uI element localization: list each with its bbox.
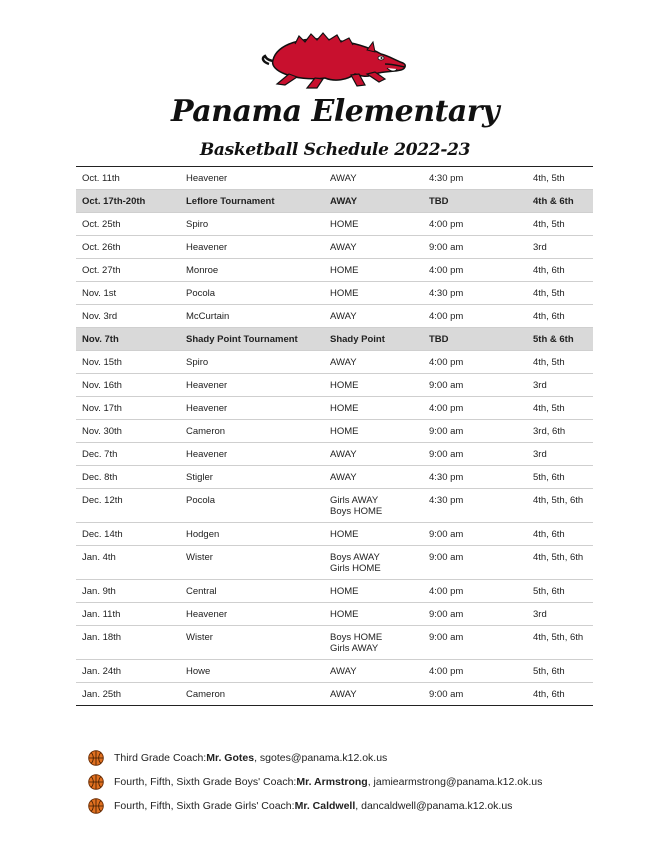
cell-location: HOME bbox=[324, 420, 423, 443]
coach-item bbox=[88, 746, 542, 770]
table-row bbox=[76, 580, 593, 603]
cell-grades: 4th, 5th bbox=[527, 282, 593, 305]
coach-email: , dancaldwell@panama.k12.ok.us bbox=[355, 800, 513, 812]
cell-location: AWAY bbox=[330, 689, 357, 700]
table-row bbox=[76, 259, 593, 282]
cell-location: HOME bbox=[324, 580, 423, 603]
cell-opponent: Spiro bbox=[180, 351, 324, 374]
table-row bbox=[76, 546, 593, 580]
cell-date: Jan. 24th bbox=[76, 660, 180, 683]
cell-grades: 5th, 6th bbox=[527, 580, 593, 603]
cell-date: Jan. 11th bbox=[76, 603, 180, 626]
cell-opponent: Heavener bbox=[180, 167, 324, 190]
cell-grades: 4th, 6th bbox=[527, 305, 593, 328]
table-row bbox=[76, 523, 593, 546]
cell-location: AWAY bbox=[324, 351, 423, 374]
cell-grades: 3rd bbox=[527, 236, 593, 259]
table-row bbox=[76, 305, 593, 328]
cell-date: Nov. 17th bbox=[76, 397, 180, 420]
table-row bbox=[76, 420, 593, 443]
table-row bbox=[76, 489, 593, 523]
cell-opponent: Heavener bbox=[180, 397, 324, 420]
cell-opponent: Heavener bbox=[180, 236, 324, 259]
cell-location: AWAY bbox=[324, 660, 423, 683]
cell-time: 4:00 pm bbox=[423, 660, 527, 683]
cell-location: HOME bbox=[324, 213, 423, 236]
cell-location: AWAY bbox=[324, 236, 423, 259]
cell-time: TBD bbox=[423, 190, 527, 213]
cell-grades: 4th, 6th bbox=[533, 689, 565, 700]
cell-time: 4:00 pm bbox=[423, 305, 527, 328]
coach-name: Mr. Armstrong bbox=[296, 776, 368, 788]
cell-grades: 4th, 6th bbox=[527, 523, 593, 546]
cell-opponent: Heavener bbox=[180, 603, 324, 626]
cell-date: Jan. 25th bbox=[82, 689, 122, 700]
table-row-tournament bbox=[76, 190, 593, 213]
coach-role: Fourth, Fifth, Sixth Grade Girls' Coach: bbox=[114, 800, 295, 812]
cell-time: 4:00 pm bbox=[423, 397, 527, 420]
cell-grades: 5th, 6th bbox=[527, 466, 593, 489]
cell-date: Jan. 18th bbox=[76, 626, 180, 660]
cell-time: 4:00 pm bbox=[423, 213, 527, 236]
cell-grades: 5th & 6th bbox=[527, 328, 593, 351]
basketball-icon bbox=[88, 774, 104, 790]
coach-role: Third Grade Coach: bbox=[114, 752, 207, 764]
cell-grades: 5th, 6th bbox=[527, 660, 593, 683]
coach-email: , jamiearmstrong@panama.k12.ok.us bbox=[367, 776, 543, 788]
cell-time: 4:30 pm bbox=[423, 167, 527, 190]
cell-date: Nov. 7th bbox=[76, 328, 180, 351]
coach-name: Mr. Caldwell bbox=[294, 800, 356, 812]
cell-time: 9:00 am bbox=[423, 374, 527, 397]
cell-date: Jan. 9th bbox=[76, 580, 180, 603]
cell-location: AWAY bbox=[324, 305, 423, 328]
cell-time: 9:00 am bbox=[423, 523, 527, 546]
cell-date: Dec. 8th bbox=[76, 466, 180, 489]
cell-location: Boys AWAY Girls HOME bbox=[324, 546, 423, 580]
cell-location: HOME bbox=[324, 259, 423, 282]
cell-grades: 4th, 6th bbox=[527, 259, 593, 282]
cell-location: HOME bbox=[324, 603, 423, 626]
cell-opponent: Heavener bbox=[180, 374, 324, 397]
cell-opponent: Monroe bbox=[180, 259, 324, 282]
cell-date: Nov. 15th bbox=[76, 351, 180, 374]
cell-date: Oct. 27th bbox=[76, 259, 180, 282]
cell-date: Jan. 4th bbox=[76, 546, 180, 580]
cell-location: Boys HOME Girls AWAY bbox=[324, 626, 423, 660]
cell-opponent: Heavener bbox=[180, 443, 324, 466]
cell-opponent: Howe bbox=[180, 660, 324, 683]
cell-grades: 3rd, 6th bbox=[527, 420, 593, 443]
cell-grades: 4th, 5th, 6th bbox=[527, 489, 593, 523]
cell-location: HOME bbox=[324, 397, 423, 420]
table-row bbox=[76, 466, 593, 489]
cell-opponent: Leflore Tournament bbox=[180, 190, 324, 213]
cell-opponent: Spiro bbox=[180, 213, 324, 236]
cell-opponent: Wister bbox=[180, 546, 324, 580]
cell-date: Oct. 25th bbox=[76, 213, 180, 236]
cell-opponent: Cameron bbox=[186, 689, 226, 700]
coach-item bbox=[88, 794, 542, 818]
coach-email: , sgotes@panama.k12.ok.us bbox=[254, 752, 388, 764]
basketball-icon bbox=[88, 798, 104, 814]
basketball-icon bbox=[88, 750, 104, 766]
cell-time: 9:00 am bbox=[423, 603, 527, 626]
cell-date: Nov. 30th bbox=[76, 420, 180, 443]
cell-date: Oct. 11th bbox=[76, 167, 180, 190]
cell-date: Oct. 17th-20th bbox=[76, 190, 180, 213]
cell-time: 4:00 pm bbox=[423, 580, 527, 603]
coach-role: Fourth, Fifth, Sixth Grade Boys' Coach: bbox=[114, 776, 297, 788]
cell-grades: 4th, 5th, 6th bbox=[527, 546, 593, 580]
cell-date: Dec. 14th bbox=[76, 523, 180, 546]
table-row bbox=[76, 282, 593, 305]
coach-list bbox=[88, 746, 542, 818]
cell-location: Girls AWAY Boys HOME bbox=[324, 489, 423, 523]
cell-opponent: Cameron bbox=[180, 420, 324, 443]
cell-location: HOME bbox=[324, 374, 423, 397]
table-row bbox=[76, 213, 593, 236]
cell-grades: 3rd bbox=[527, 603, 593, 626]
cell-opponent: Stigler bbox=[180, 466, 324, 489]
cell-grades: 4th, 5th bbox=[527, 167, 593, 190]
table-row bbox=[76, 626, 593, 660]
cell-grades: 3rd bbox=[527, 443, 593, 466]
cell-opponent: Hodgen bbox=[180, 523, 324, 546]
cell-time: 4:00 pm bbox=[423, 351, 527, 374]
cell-time: TBD bbox=[423, 328, 527, 351]
page-title: Panama Elementary bbox=[170, 94, 500, 129]
cell-grades: 3rd bbox=[527, 374, 593, 397]
schedule-table bbox=[76, 166, 593, 706]
cell-grades: 4th, 5th bbox=[527, 397, 593, 420]
cell-date: Nov. 3rd bbox=[76, 305, 180, 328]
table-row bbox=[76, 397, 593, 420]
cell-location: AWAY bbox=[324, 190, 423, 213]
cell-grades: 4th, 5th bbox=[527, 351, 593, 374]
cell-grades: 4th & 6th bbox=[527, 190, 593, 213]
cell-date: Dec. 7th bbox=[76, 443, 180, 466]
cell-opponent: Wister bbox=[180, 626, 324, 660]
cell-opponent: Pocola bbox=[180, 489, 324, 523]
cell-time: 9:00 am bbox=[423, 420, 527, 443]
table-row bbox=[76, 683, 593, 706]
cell-date: Oct. 26th bbox=[76, 236, 180, 259]
page-subtitle: Basketball Schedule 2022-23 bbox=[199, 140, 471, 160]
table-row bbox=[76, 660, 593, 683]
cell-opponent: Shady Point Tournament bbox=[180, 328, 324, 351]
cell-location: AWAY bbox=[324, 443, 423, 466]
table-row bbox=[76, 236, 593, 259]
cell-time: 4:00 pm bbox=[423, 259, 527, 282]
cell-time: 4:30 pm bbox=[423, 489, 527, 523]
cell-location: AWAY bbox=[324, 167, 423, 190]
cell-date: Nov. 1st bbox=[76, 282, 180, 305]
razorback-logo bbox=[255, 30, 415, 90]
cell-grades: 4th, 5th, 6th bbox=[527, 626, 593, 660]
cell-location: AWAY bbox=[324, 466, 423, 489]
cell-grades: 4th, 5th bbox=[527, 213, 593, 236]
cell-time: 9:00 am bbox=[423, 443, 527, 466]
cell-time: 9:00 am bbox=[429, 689, 464, 700]
cell-time: 4:30 pm bbox=[423, 466, 527, 489]
cell-time: 4:30 pm bbox=[423, 282, 527, 305]
table-row bbox=[76, 374, 593, 397]
coach-name: Mr. Gotes bbox=[206, 752, 255, 764]
cell-time: 9:00 am bbox=[423, 626, 527, 660]
coach-item bbox=[88, 770, 542, 794]
cell-location: HOME bbox=[324, 282, 423, 305]
table-row bbox=[76, 351, 593, 374]
cell-time: 9:00 am bbox=[423, 236, 527, 259]
cell-opponent: McCurtain bbox=[180, 305, 324, 328]
cell-opponent: Central bbox=[180, 580, 324, 603]
table-row bbox=[76, 167, 593, 190]
cell-time: 9:00 am bbox=[423, 546, 527, 580]
table-row bbox=[76, 603, 593, 626]
cell-location: Shady Point bbox=[324, 328, 423, 351]
table-row-tournament bbox=[76, 328, 593, 351]
cell-location: HOME bbox=[324, 523, 423, 546]
cell-date: Dec. 12th bbox=[76, 489, 180, 523]
cell-opponent: Pocola bbox=[180, 282, 324, 305]
cell-date: Nov. 16th bbox=[76, 374, 180, 397]
table-row bbox=[76, 443, 593, 466]
